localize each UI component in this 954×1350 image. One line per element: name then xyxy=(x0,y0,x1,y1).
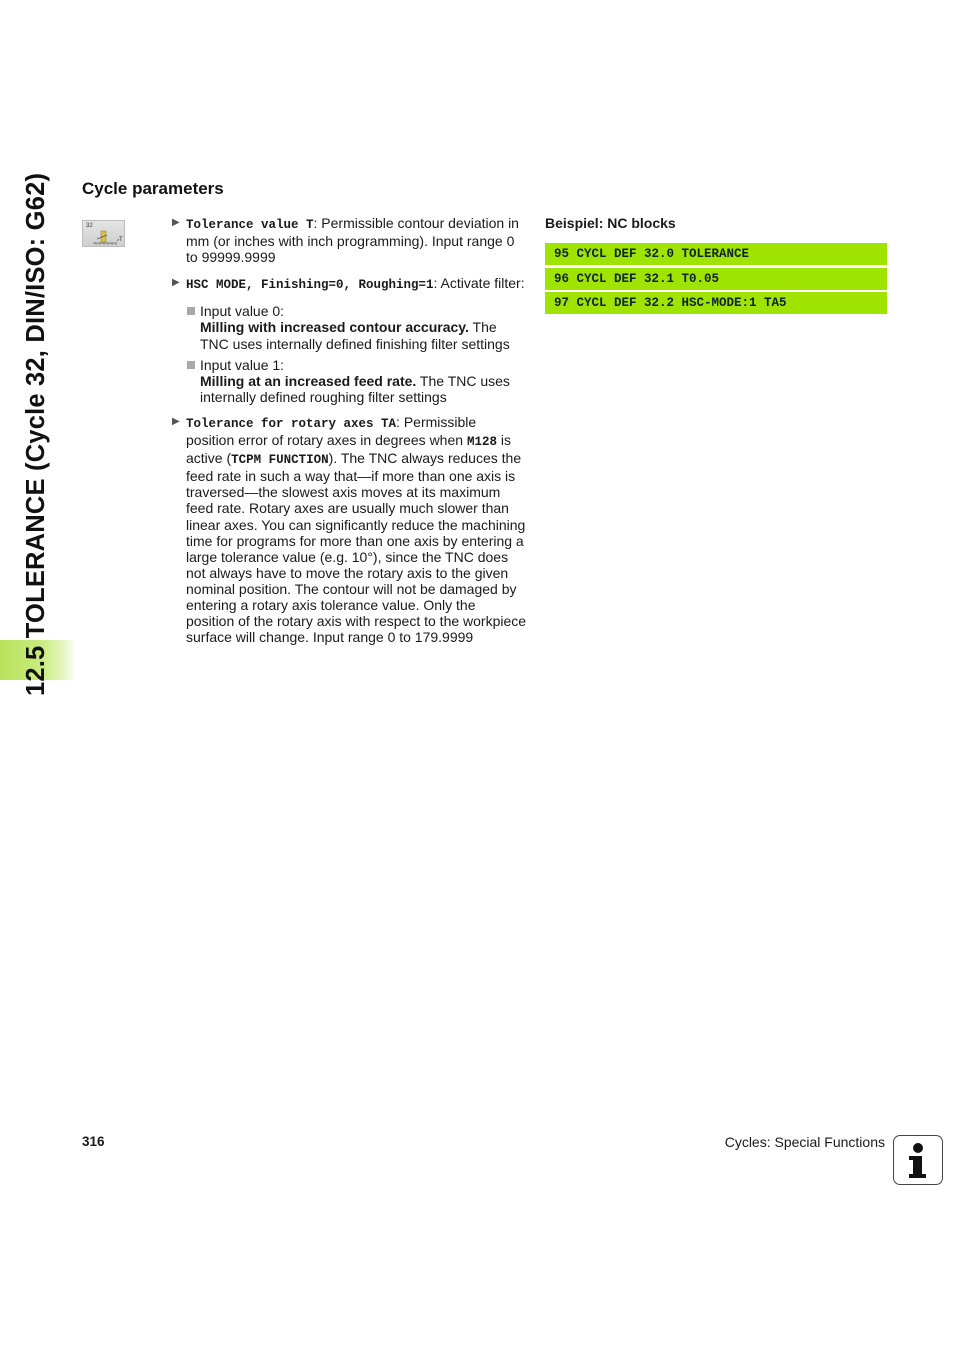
param-code: Tolerance value T xyxy=(186,218,314,232)
svg-text:T: T xyxy=(119,237,123,243)
nc-block: 95 CYCL DEF 32.0 TOLERANCE xyxy=(545,243,887,265)
arrow-right-icon: ▶ xyxy=(172,277,180,289)
param-code: Tolerance for rotary axes TA xyxy=(186,416,397,431)
section-title: Cycle parameters xyxy=(82,179,224,198)
param-description: : Activate filter: xyxy=(433,275,525,292)
chapter-title: 12.5 TOLERANCE (Cycle 32, DIN/ISO: G62) xyxy=(22,172,50,696)
option-input-1 xyxy=(172,357,527,405)
nc-block: 97 CYCL DEF 32.2 HSC-MODE:1 TA5 xyxy=(545,292,887,314)
nc-block: 96 CYCL DEF 32.1 T0.05 xyxy=(545,268,887,290)
option-title: Milling at an increased feed rate. xyxy=(200,372,417,389)
param-hsc-mode xyxy=(172,275,527,293)
info-glyph xyxy=(894,1136,941,1183)
option-description xyxy=(200,319,527,351)
bullet-square-icon xyxy=(187,361,195,369)
option-description xyxy=(200,373,527,405)
tcpm-code: TCPM FUNCTION xyxy=(231,453,329,468)
param-description-rest: ). The TNC always reduces the feed rate in such a way that—if more than one axis is traversed—the slowest axis moves at its maximum feed rate. Rotary axes are usually much slower than linear axes. You can significantly reduce the machining time for programs for more than one axis by entering a large tolerance value (e.g. 10°), since the TNC does not always have to move the rotary axis to the given nominal position. The contour will not be damaged by entering a rotary axis tolerance value. Only the position of the rotary axis with respect to the workpiece surface will change. Input range 0 to 179.9999 xyxy=(186,450,527,646)
param-code: HSC MODE, Finishing=0, Roughing=1 xyxy=(186,278,434,293)
bullet-square-icon xyxy=(187,307,195,315)
option-text: The TNC uses internally defined roughing filter settings xyxy=(200,372,510,405)
param-tolerance-rotary xyxy=(172,414,527,645)
arrow-right-icon: ▶ xyxy=(172,415,180,427)
arrow-right-icon: ▶ xyxy=(172,217,180,228)
info-icon xyxy=(893,1135,943,1185)
param-description-cont: is active ( xyxy=(186,432,511,467)
page-number: 316 xyxy=(82,1134,105,1149)
cycle-32-tolerance-icon xyxy=(82,220,125,247)
param-tolerance-value xyxy=(172,215,527,265)
option-input-label: Input value 0: xyxy=(200,303,285,320)
example-title: Beispiel: NC blocks xyxy=(545,215,676,231)
tolerance-graphic xyxy=(83,221,126,248)
param-description: : Permissible contour deviation in mm (or inches with inch programming). Input range 0 to 99999.9999 xyxy=(186,215,519,266)
footer-title: Cycles: Special Functions xyxy=(724,1134,885,1150)
parameter-list xyxy=(172,215,527,645)
cycle-number-label: 32 xyxy=(86,223,93,229)
option-title: Milling with increased contour accuracy. xyxy=(200,319,469,336)
param-description: : Permissible position error of rotary axes in degrees when xyxy=(186,413,477,449)
option-input-0 xyxy=(172,303,527,351)
option-text: The TNC uses internally defined finishing filter settings xyxy=(200,319,510,352)
option-input-label: Input value 1: xyxy=(200,356,285,373)
m128-code: M128 xyxy=(466,435,497,450)
